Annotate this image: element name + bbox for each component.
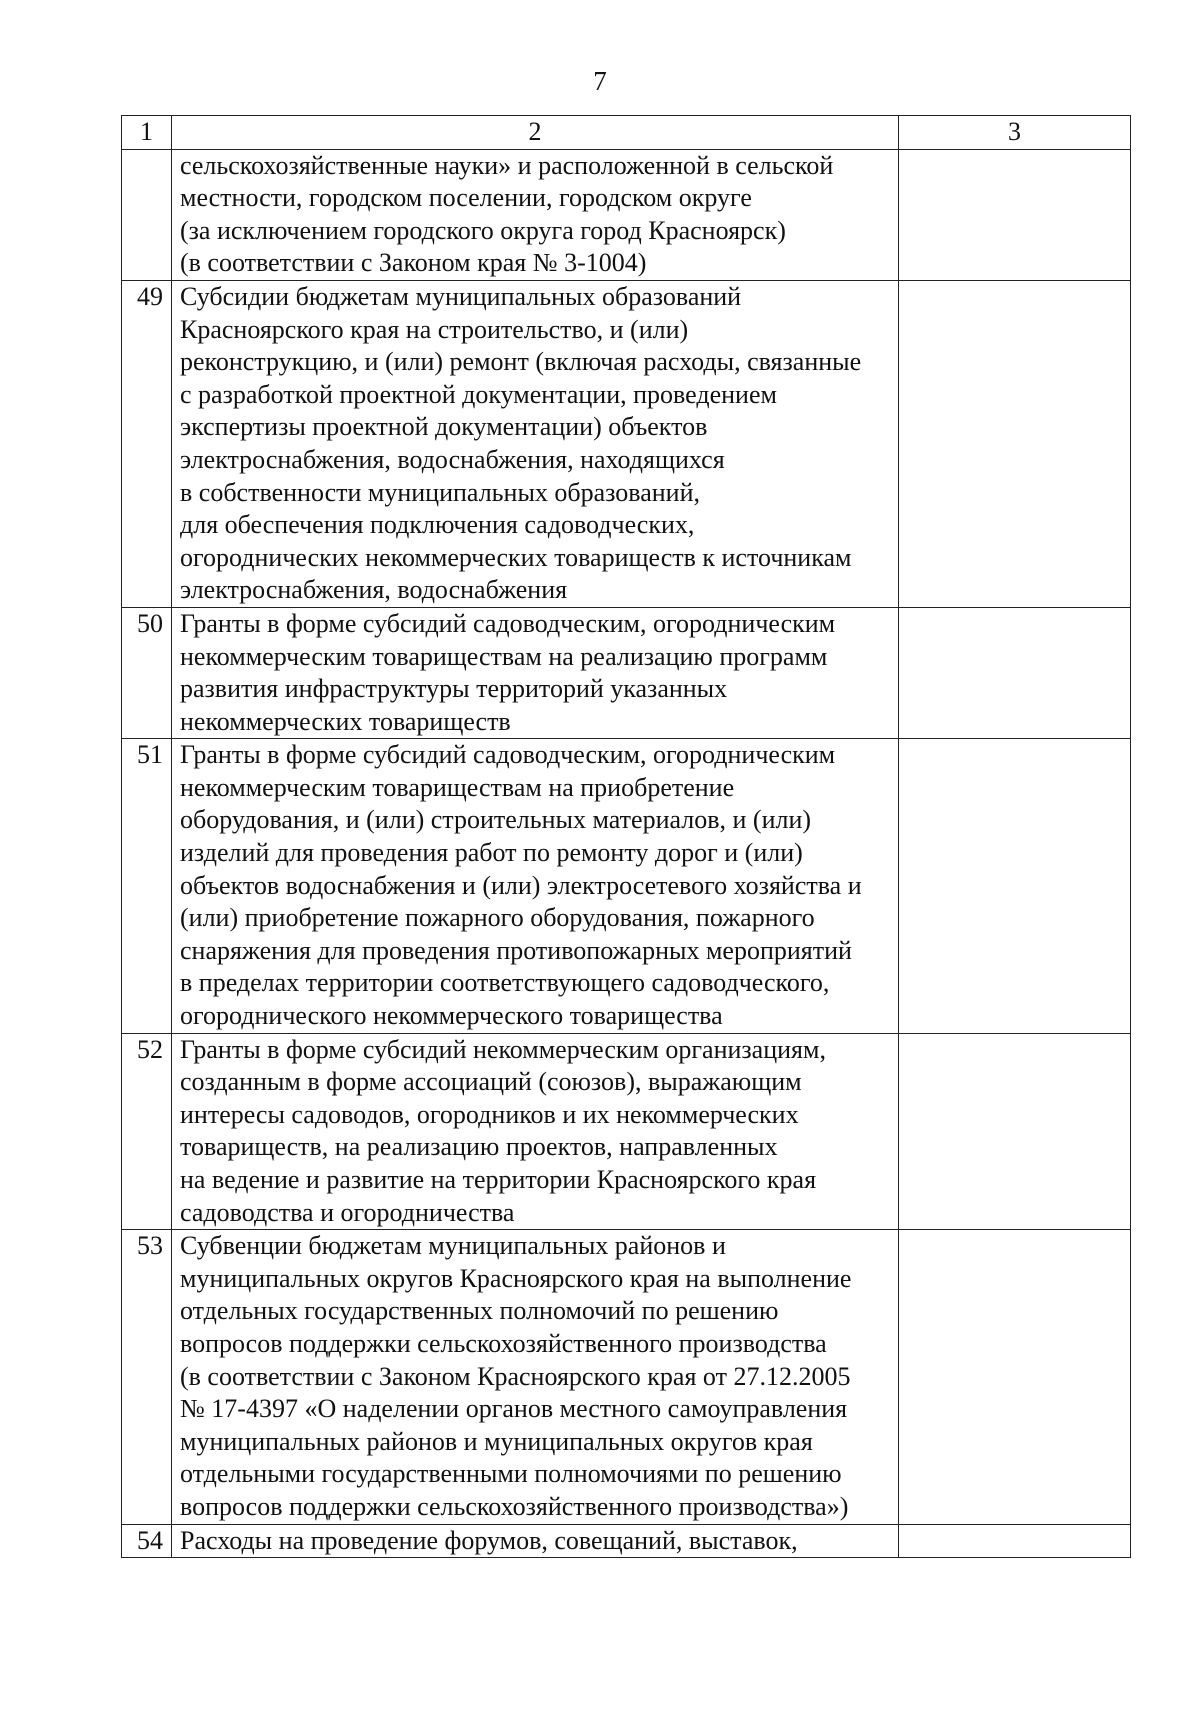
row-column-3 bbox=[899, 607, 1131, 738]
row-column-3 bbox=[899, 1524, 1131, 1558]
row-column-3 bbox=[899, 149, 1131, 280]
column-header-3: 3 bbox=[899, 116, 1131, 150]
description-line: некоммерческих товариществ bbox=[180, 706, 511, 736]
description-line: снаряжения для проведения противопожарных мероприятий bbox=[180, 935, 852, 965]
description-line: электроснабжения, водоснабжения, находящихся bbox=[180, 444, 725, 474]
description-line: местности, городском поселении, городском округе bbox=[180, 183, 752, 213]
description-line: (в соответствии с Законом Красноярского края от 27.12.2005 bbox=[180, 1361, 851, 1391]
description-line: садоводства и огородничества bbox=[180, 1197, 515, 1227]
description-line: муниципальных округов Красноярского края на выполнение bbox=[180, 1263, 852, 1293]
description-line: некоммерческим товариществам на приобретение bbox=[180, 772, 735, 802]
table-row bbox=[122, 739, 1131, 1033]
row-number: 54 bbox=[122, 1524, 172, 1558]
row-number: 52 bbox=[122, 1033, 172, 1230]
row-description bbox=[172, 1033, 899, 1230]
row-column-3 bbox=[899, 1033, 1131, 1230]
description-line: оборудования, и (или) строительных материалов, и (или) bbox=[180, 805, 812, 835]
row-description bbox=[172, 1524, 899, 1558]
description-line: отдельных государственных полномочий по решению bbox=[180, 1296, 779, 1326]
description-line: Субсидии бюджетам муниципальных образований bbox=[180, 281, 742, 311]
table-row bbox=[122, 607, 1131, 738]
table-body bbox=[122, 149, 1131, 1558]
row-number: 50 bbox=[122, 607, 172, 738]
table-row bbox=[122, 149, 1131, 280]
description-line: с разработкой проектной документации, проведением bbox=[180, 379, 777, 409]
description-line: муниципальных районов и муниципальных округов края bbox=[180, 1426, 813, 1456]
description-line: отдельными государственными полномочиями по решению bbox=[180, 1459, 842, 1489]
description-line: Красноярского края на строительство, и (или) bbox=[180, 314, 689, 344]
description-line: Гранты в форме субсидий садоводческим, огородническим bbox=[180, 740, 836, 770]
row-description bbox=[172, 1230, 899, 1524]
row-number: 51 bbox=[122, 739, 172, 1033]
description-line: Гранты в форме субсидий садоводческим, огородническим bbox=[180, 608, 836, 638]
description-line: Расходы на проведение форумов, совещаний, выставок, bbox=[180, 1525, 798, 1555]
row-number bbox=[122, 149, 172, 280]
description-line: в собственности муниципальных образований, bbox=[180, 477, 701, 507]
row-number: 53 bbox=[122, 1230, 172, 1524]
budget-table bbox=[121, 115, 1131, 1558]
description-line: экспертизы проектной документации) объектов bbox=[180, 412, 708, 442]
row-description bbox=[172, 280, 899, 607]
table-header bbox=[122, 116, 1131, 150]
description-line: созданным в форме ассоциаций (союзов), выражающим bbox=[180, 1067, 802, 1097]
description-line: в пределах территории соответствующего садоводческого, bbox=[180, 968, 830, 998]
description-line: (за исключением городского округа город Красноярск) bbox=[180, 215, 786, 245]
description-line: интересы садоводов, огородников и их некоммерческих bbox=[180, 1099, 799, 1129]
description-line: (или) приобретение пожарного оборудования, пожарного bbox=[180, 903, 815, 933]
description-line: № 17-4397 «О наделении органов местного самоуправления bbox=[180, 1394, 848, 1424]
description-line: огороднических некоммерческих товариществ к источникам bbox=[180, 542, 852, 572]
description-line: изделий для проведения работ по ремонту дорог и (или) bbox=[180, 838, 803, 868]
table-row bbox=[122, 1230, 1131, 1524]
description-line: объектов водоснабжения и (или) электросетевого хозяйства и bbox=[180, 870, 862, 900]
row-description bbox=[172, 149, 899, 280]
row-column-3 bbox=[899, 1230, 1131, 1524]
description-line: вопросов поддержки сельскохозяйственного производства bbox=[180, 1328, 827, 1358]
description-line: электроснабжения, водоснабжения bbox=[180, 575, 568, 605]
description-line: Субвенции бюджетам муниципальных районов и bbox=[180, 1231, 726, 1261]
page-number: 7 bbox=[593, 66, 607, 96]
description-line: некоммерческим товариществам на реализацию программ bbox=[180, 641, 828, 671]
description-line: товариществ, на реализацию проектов, направленных bbox=[180, 1132, 778, 1162]
row-number: 49 bbox=[122, 280, 172, 607]
column-header-1: 1 bbox=[122, 116, 172, 150]
description-line: на ведение и развитие на территории Красноярского края bbox=[180, 1165, 817, 1194]
description-line: вопросов поддержки сельскохозяйственного производства») bbox=[180, 1491, 849, 1521]
description-line: для обеспечения подключения садоводческих, bbox=[180, 510, 695, 540]
description-line: Гранты в форме субсидий некоммерческим организациям, bbox=[180, 1034, 826, 1064]
row-description bbox=[172, 739, 899, 1033]
description-line: огороднического некоммерческого товарищества bbox=[180, 1001, 723, 1031]
description-line: реконструкцию, и (или) ремонт (включая расходы, связанные bbox=[180, 347, 862, 377]
row-column-3 bbox=[899, 280, 1131, 607]
column-header-2: 2 bbox=[172, 116, 899, 150]
row-description bbox=[172, 607, 899, 738]
table-row bbox=[122, 1524, 1131, 1558]
row-column-3 bbox=[899, 739, 1131, 1033]
table-row bbox=[122, 1033, 1131, 1230]
description-line: развития инфраструктуры территорий указанных bbox=[180, 674, 728, 704]
table-row bbox=[122, 280, 1131, 607]
description-line: (в соответствии с Законом края № 3-1004) bbox=[180, 248, 647, 278]
description-line: сельскохозяйственные науки» и расположенной в сельской bbox=[180, 150, 834, 180]
